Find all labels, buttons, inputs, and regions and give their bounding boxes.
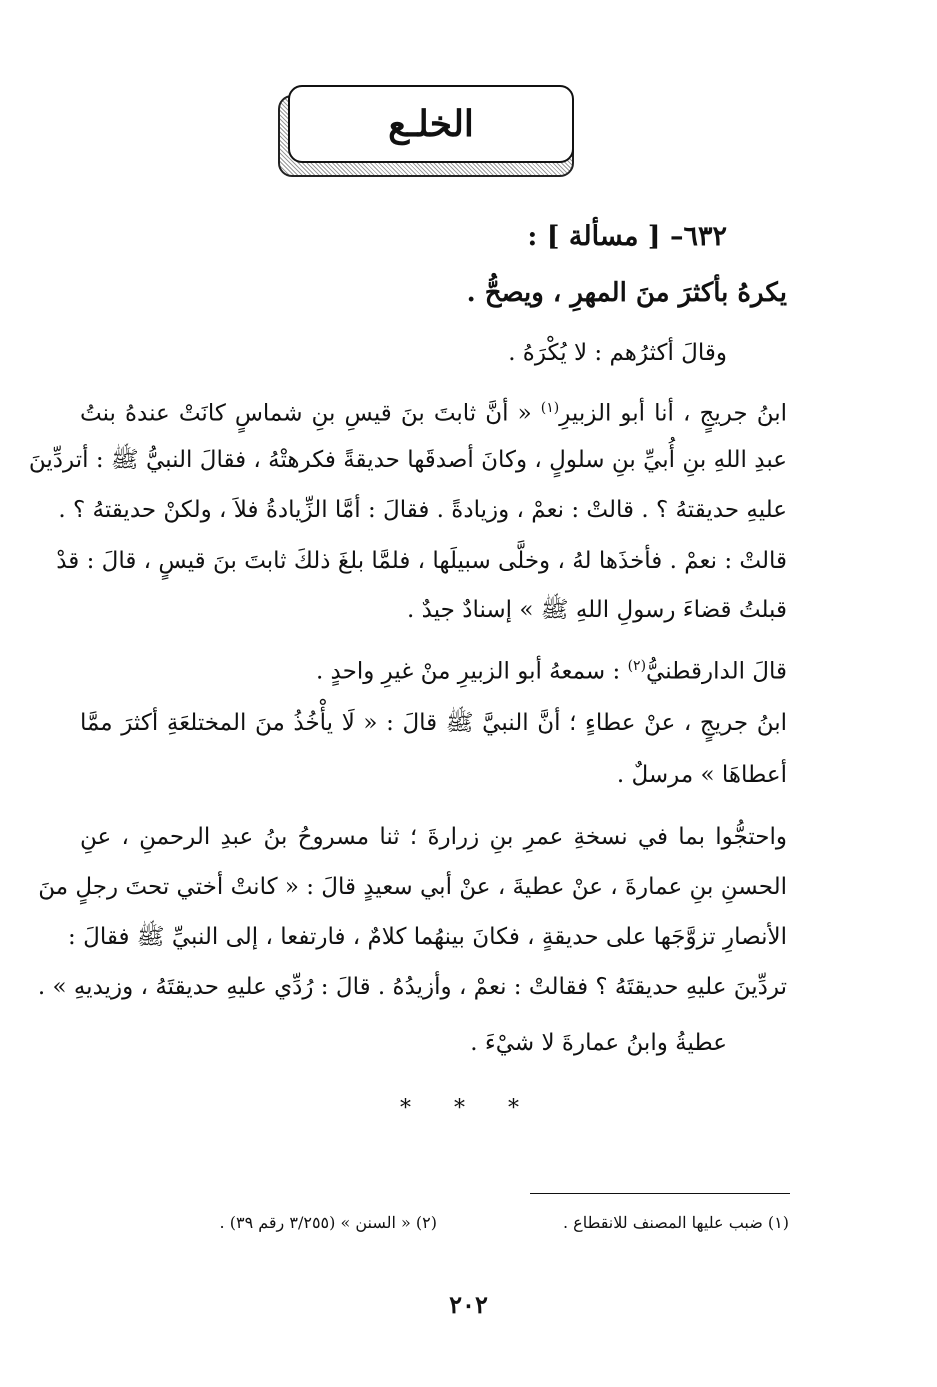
hadith-line: قالتْ : نعمْ . فأخذَها لهُ ، وخلَّى سبيلَها ، فلمَّا بلغَ ذلكَ ثابتَ بنَ قيسٍ ، قالَ : قدْ (56, 548, 787, 574)
issue-ruling: يكرهُ بأكثرَ منَ المهرِ ، ويصحُّ . (466, 278, 787, 308)
issue-dash: – (669, 221, 684, 252)
footnote-2-mark: (٢) (415, 1213, 437, 1232)
footnote-1-text: ضبب عليها المصنف للانقطاع . (562, 1213, 763, 1232)
hadith-line: الأنصارِ تزوَّجَها على حديقةٍ ، فكانَ بينهُما كلامٌ ، فارتفعا ، إلى النبيِّ ﷺ فقالَ : (68, 924, 787, 950)
issue-label: [ مسألة ] (546, 221, 661, 252)
closing-remark: عطيةُ وابنُ عمارةَ لا شيْءَ . (470, 1030, 727, 1056)
footnote-rule (530, 1193, 790, 1194)
footnote-mark-2: (٢) (627, 658, 647, 674)
hadith-line: عليهِ حديقتهُ ؟ . قالتْ : نعمْ ، وزيادةً . فقالَ : أمَّا الزِّيادةُ فلاَ ، ولكنْ حديقتهُ ؟ . (58, 497, 787, 523)
page-number: ٢٠٢ (449, 1290, 488, 1319)
hadith-line-start: ابنُ جريجٍ ، أنا أبو الزبيرِ (559, 400, 787, 427)
issue-heading (527, 222, 727, 252)
hadith-line: عبدِ اللهِ بنِ أُبيِّ بنِ سلولٍ ، وكانَ أصدقَها حديقةً فكرهتْهُ ، فقالَ النبيُّ ﷺ : أتردِّينَ (28, 447, 787, 473)
hadith-line-end: « أنَّ ثابتَ بنَ قيسِ بنِ شماسٍ كانَتْ عندهُ بنتُ (80, 400, 532, 427)
hadith-line: الحسنِ بنِ عمارةَ ، عنْ عطيةَ ، عنْ أبي سعيدٍ قالَ : « كانتْ أختي تحتَ رجلٍ منَ (38, 874, 787, 900)
footnote-mark-1: (١) (540, 400, 560, 416)
hadith-line: قبلتُ قضاءَ رسولِ اللهِ ﷺ » إسنادٌ جيدٌ . (407, 597, 787, 623)
daraqutni-end: : سمعهُ أبو الزبيرِ منْ غيرِ واحدٍ . (315, 658, 621, 685)
daraqutni-start: قالَ الدارقطنيُّ (646, 658, 787, 685)
hadith-line: واحتجُّوا بما في نسخةِ عمرِ بنِ زرارةَ ؛ ثنا مسروحُ بنُ عبدِ الرحمنِ ، عنِ (80, 824, 787, 850)
issue-number: ٦٣٢ (683, 221, 727, 252)
issue-colon: : (527, 221, 538, 252)
chapter-title-box (288, 85, 574, 163)
footnote-2 (220, 1213, 437, 1232)
hadith-line: أعطاهَا » مرسلٌ . (616, 762, 787, 788)
footnote-2-text: « السنن » (٣/٢٥٥ رقم ٣٩) . (219, 1213, 411, 1232)
chapter-title: الخلـع (388, 103, 474, 145)
hadith-line: ابنُ جريجٍ ، عنْ عطاءٍ ؛ أنَّ النبيَّ ﷺ قالَ : « لَا يأْخُذُ منَ المختلعَةِ أكثرَ ممَّا (80, 710, 787, 736)
footnote-1-mark: (١) (767, 1213, 789, 1232)
footnote-1 (563, 1213, 789, 1232)
daraqutni-line (316, 651, 787, 687)
hadith-line: تردِّينَ عليهِ حديقتَهُ ؟ فقالتْ : نعمْ ، وأزيدُهُ . قالَ : رُدِّي عليهِ حديقتَهُ ، وزيديهِ » . (37, 974, 787, 1000)
issue-majority-opinion: وقالَ أكثرُهم : لا يُكْرَهُ . (508, 340, 727, 366)
section-separator: * * * (400, 1096, 537, 1121)
hadith-line (80, 393, 787, 429)
